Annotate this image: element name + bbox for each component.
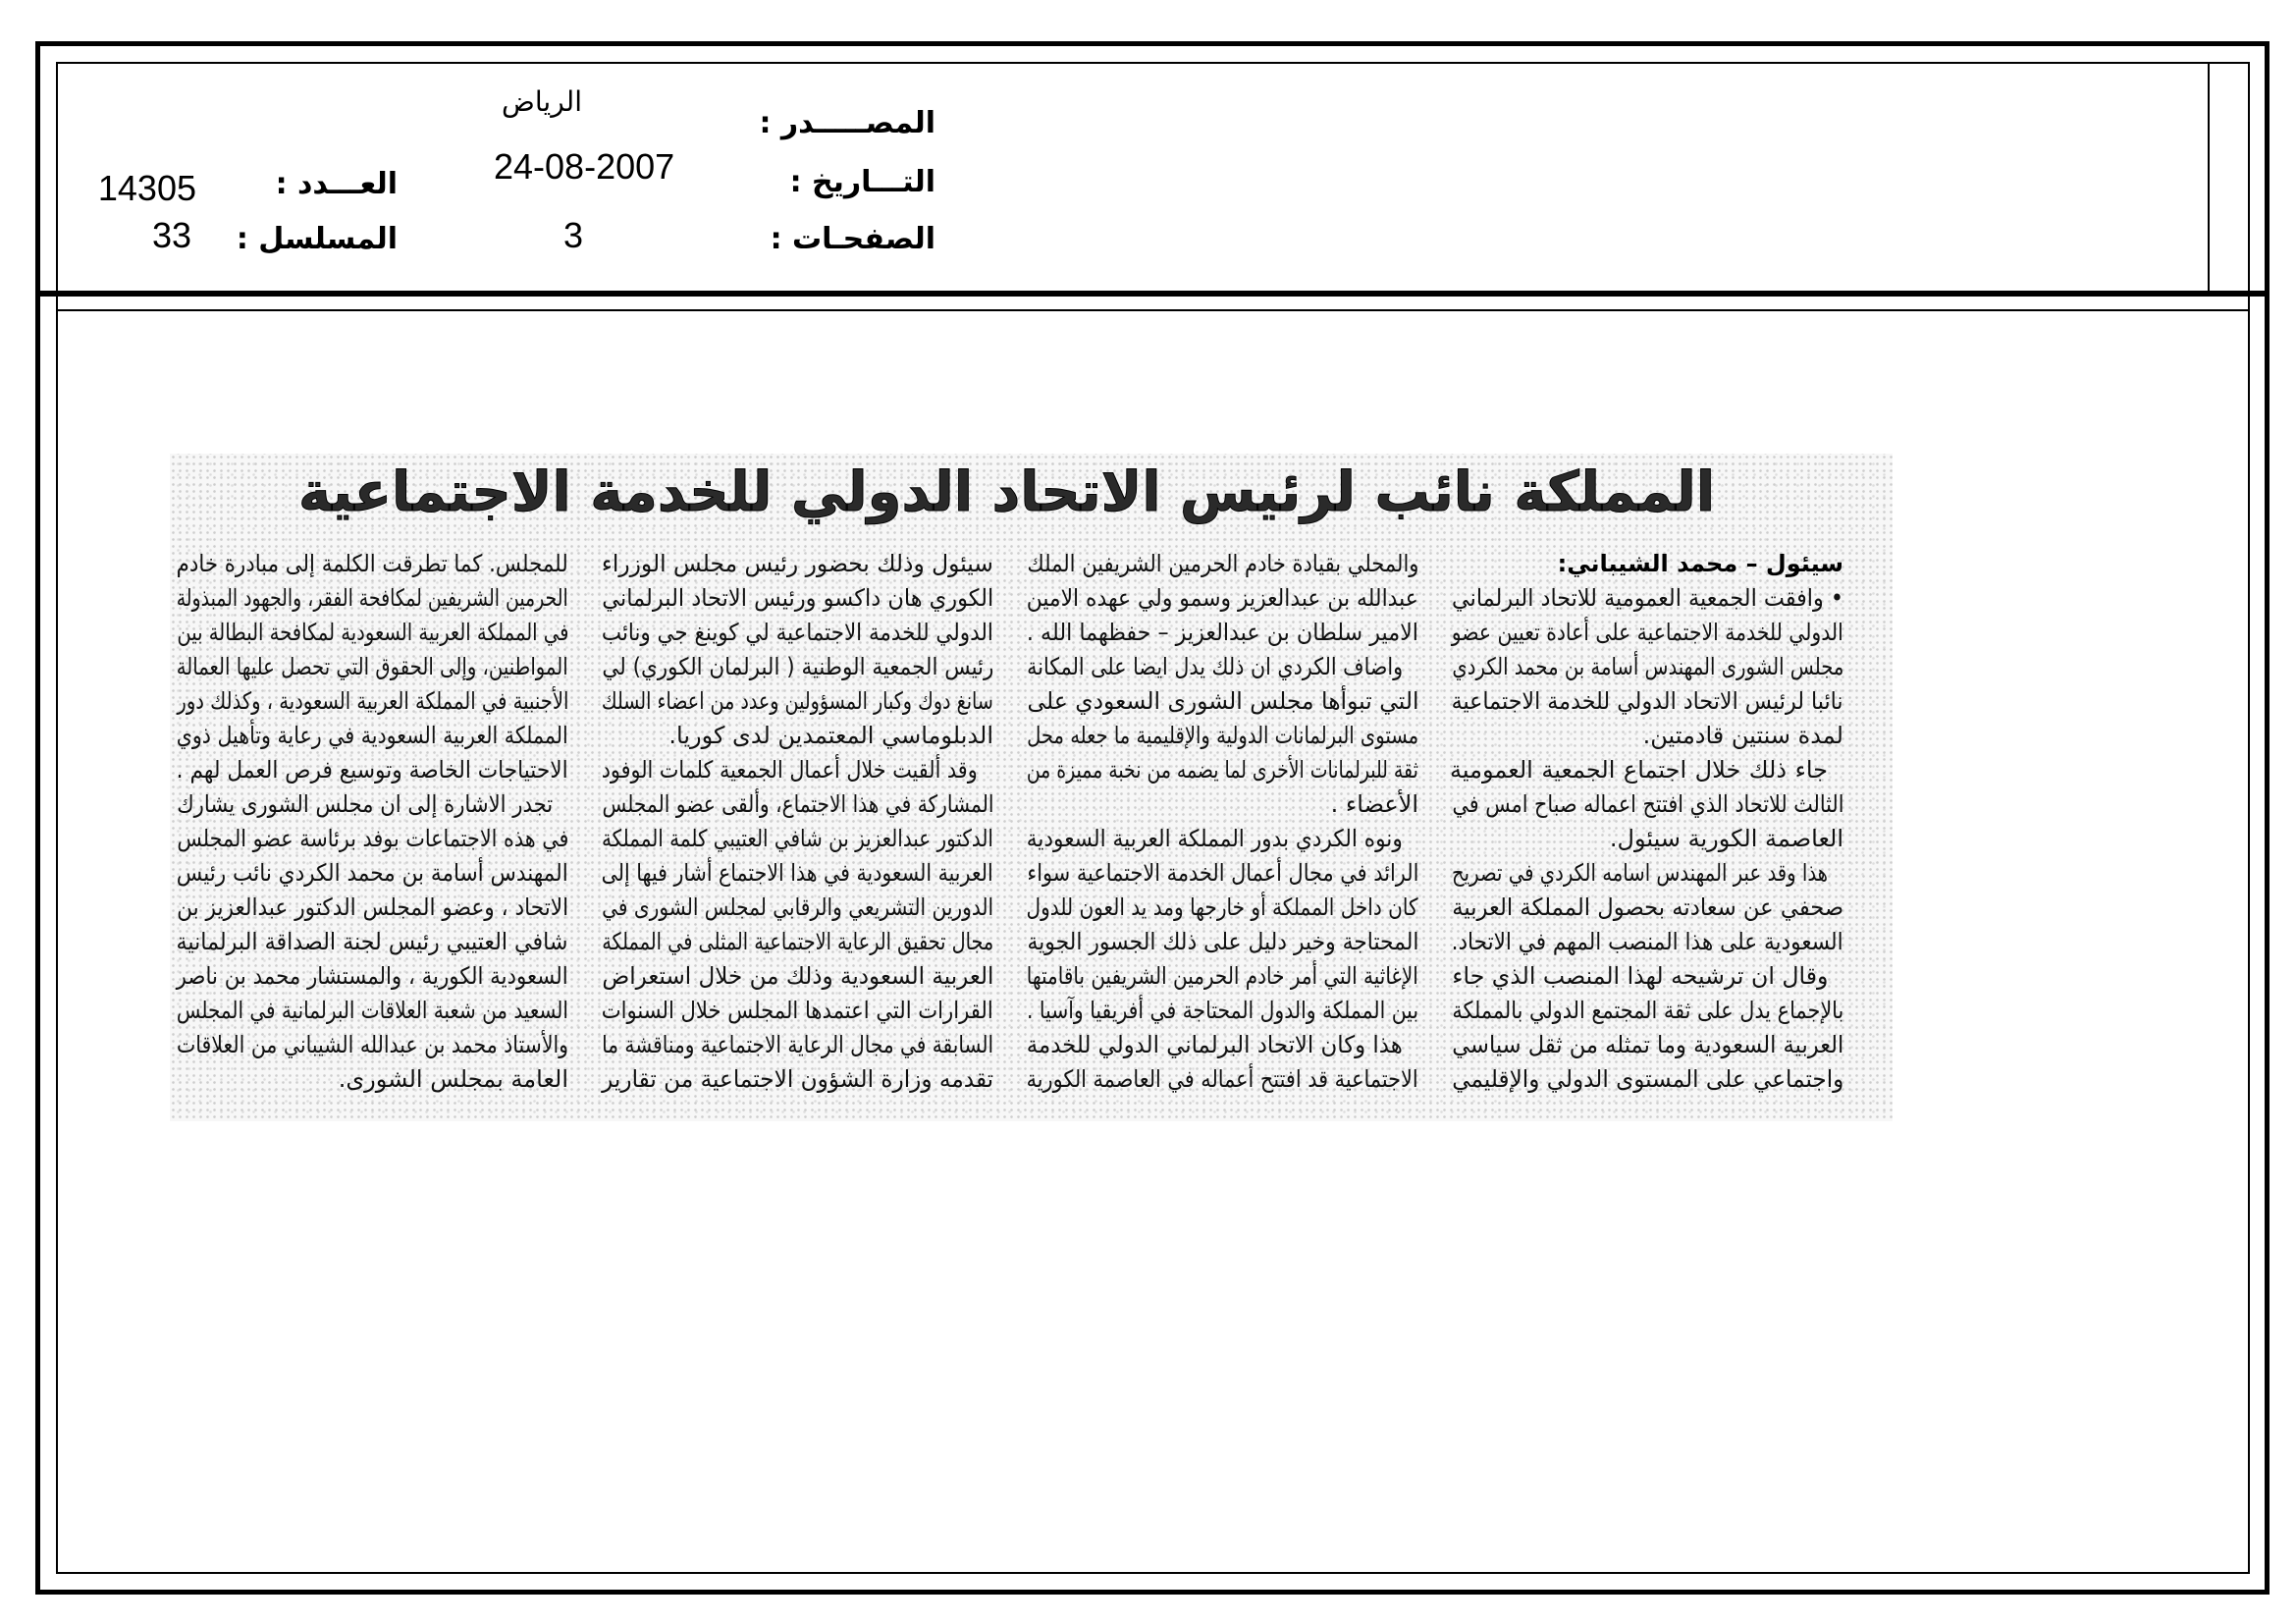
article-line	[1025, 719, 1418, 753]
article-line-text: هذا وكان الاتحاد البرلماني الدولي للخدمة	[1026, 1031, 1403, 1058]
article-line-text: مستوى البرلمانات الدولية والإقليمية ما جعله محل	[1026, 722, 1418, 749]
article-line	[600, 581, 993, 616]
article-line-text: لمدة سنتين قادمتين.	[1642, 722, 1843, 749]
article-line-text: والمحلي بقيادة خادم الحرمين الشريفين الملك	[1026, 550, 1418, 577]
article-line	[1450, 753, 1843, 787]
article-line-text: المهندس أسامة بن محمد الكردي نائب رئيس	[177, 859, 568, 887]
article-line-text: الرائد في مجال أعمال الخدمة الاجتماعية سواء	[1026, 859, 1418, 887]
article-headline-text: المملكة نائب لرئيس الاتحاد الدولي للخدمة الاجتماعية	[297, 460, 1716, 524]
article-line-text: العربية السعودية وذلك من خلال استعراض	[602, 962, 993, 990]
article-line	[600, 1062, 993, 1097]
article-line	[175, 787, 568, 822]
article-line	[1025, 581, 1418, 616]
article-line	[600, 650, 993, 684]
article-line	[600, 719, 993, 753]
article-line-text: الدولي للخدمة الاجتماعية لي كوينغ جي ونائب	[602, 619, 993, 646]
article-line-text: العامة بمجلس الشورى.	[338, 1065, 568, 1093]
article-line-text: الاتحاد ، وعضو المجلس الدكتور عبدالعزيز بن	[176, 893, 568, 921]
article-line	[175, 581, 568, 616]
article-line	[175, 925, 568, 959]
article-line	[600, 753, 993, 787]
article-line-text: هذا وقد عبر المهندس اسامه الكردي في تصريح	[1451, 859, 1828, 887]
date-label: التـــاريخ :	[789, 165, 935, 199]
article-line	[1450, 925, 1843, 959]
serial-label: المسلسل :	[236, 222, 398, 256]
article-line	[1025, 1062, 1418, 1097]
article-line-text: السابقة في مجال الرعاية الاجتماعية ومناقشة ما	[602, 1031, 993, 1058]
article-line-text: الإغاثية التي أمر خادم الحرمين الشريفين باقامتها	[1026, 962, 1418, 990]
header-rule-thin	[56, 309, 2250, 311]
article-line-text: الدورين التشريعي والرقابي لمجلس الشورى في	[601, 893, 993, 921]
article-line-text: ونوه الكردي بدور المملكة العربية السعودية	[1027, 825, 1403, 852]
article-line-text: العربية السعودية في هذا الاجتماع أشار فيها إلى	[601, 859, 993, 887]
article-line	[1450, 959, 1843, 994]
article-column	[1025, 547, 1418, 1099]
article-line-text: رئيس الجمعية الوطنية ( البرلمان الكوري) لي	[602, 653, 993, 680]
article-line-text: مجال تحقيق الرعاية الاجتماعية المثلى في المملكة	[601, 928, 993, 955]
article-line	[1450, 650, 1843, 684]
article-line-text: سيئول وذلك بحضور رئيس مجلس الوزراء	[601, 550, 993, 577]
article-line	[1450, 856, 1843, 891]
article-line	[1450, 719, 1843, 753]
article-line	[1450, 616, 1843, 650]
article-line	[600, 856, 993, 891]
article-line	[1450, 891, 1843, 925]
article-line-text: السعيد من شعبة العلاقات البرلمانية في المجلس	[177, 997, 568, 1024]
article-line-text: الحرمين الشريفين لمكافحة الفقر، والجهود المبذولة	[176, 584, 568, 612]
header-vertical-line	[2208, 62, 2210, 293]
article-column	[175, 547, 568, 1099]
article-line-text: السعودية على هذا المنصب المهم في الاتحاد.	[1452, 928, 1843, 955]
article-line-text: الثالث للاتحاد الذي افتتح اعماله صباح امس في	[1452, 790, 1843, 818]
article-line	[1025, 891, 1418, 925]
article-line	[1025, 822, 1418, 856]
article-line	[1025, 650, 1418, 684]
serial-value: 33	[151, 215, 191, 255]
article-line	[1025, 994, 1418, 1028]
article-body	[172, 547, 1843, 1099]
article-line	[175, 1028, 568, 1062]
source-label: المصـــــدر :	[759, 106, 935, 140]
article-line-text: الدكتور عبدالعزيز بن شافي العتيبي كلمة المملكة	[602, 825, 993, 852]
article-line-text: واجتماعي على المستوى الدولي والإقليمي	[1451, 1065, 1843, 1093]
article-line-text: عبدالله بن عبدالعزيز وسمو ولي عهده الامين	[1026, 584, 1418, 612]
article-line-text: الكوري هان داكسو ورئيس الاتحاد البرلماني	[602, 584, 993, 612]
pages-label: الصفحـات :	[770, 222, 935, 256]
article-line	[600, 925, 993, 959]
article-line-text: المحتاجة وخير دليل على ذلك الجسور الجوية	[1027, 928, 1418, 955]
article-line	[600, 822, 993, 856]
article-line-text: في هذه الاجتماعات بوفد برئاسة عضو المجلس	[177, 825, 568, 852]
article-line	[1025, 1028, 1418, 1062]
pages-value: 3	[563, 215, 584, 255]
article-line-text: بين المملكة والدول المحتاجة في أفريقيا وآسيا .	[1026, 997, 1418, 1024]
article-line-text: الدولي للخدمة الاجتماعية على أعادة تعيين عضو	[1451, 619, 1843, 646]
article-line	[1450, 684, 1843, 719]
article-byline	[1450, 547, 1843, 581]
article-line-text: واضاف الكردي ان ذلك يدل ايضا على المكانة	[1027, 653, 1403, 680]
article-line	[175, 719, 568, 753]
article-line-text: الاجتماعية قد افتتح أعماله في العاصمة الكورية	[1027, 1065, 1418, 1093]
article-line	[175, 891, 568, 925]
article-line-text: في المملكة العربية السعودية لمكافحة البطالة بين	[176, 619, 568, 646]
article-line-text: الأجنبية في المملكة العربية السعودية ، وكذلك دور	[176, 687, 568, 715]
source-value: الرياض	[502, 85, 582, 118]
article-line	[175, 822, 568, 856]
article-line	[600, 994, 993, 1028]
article-line-text: المملكة العربية السعودية في رعاية وتأهيل ذوي	[177, 722, 568, 749]
article-line-text: للمجلس. كما تطرقت الكلمة إلى مبادرة خادم	[176, 550, 568, 577]
article-line	[600, 787, 993, 822]
article-line-text: جاء ذلك خلال اجتماع الجمعية العمومية	[1450, 756, 1828, 784]
article-line-text: التي تبوأها مجلس الشورى السعودي على	[1027, 687, 1418, 715]
article-line	[600, 959, 993, 994]
article-byline-text: سيئول – محمد الشيباني:	[1557, 550, 1843, 577]
article-line-text: وقال ان ترشيحه لهذا المنصب الذي جاء	[1451, 962, 1828, 990]
article-line	[175, 684, 568, 719]
header-rule-thick	[35, 291, 2269, 297]
article-line	[600, 547, 993, 581]
article-line	[175, 753, 568, 787]
article-line-text: سانغ دوك وكبار المسؤولين وعدد من اعضاء السلك	[602, 687, 993, 715]
issue-label: العـــدد :	[275, 167, 398, 201]
article-line	[1025, 959, 1418, 994]
article-line-text: تقدمه وزارة الشؤون الاجتماعية من تقارير	[602, 1065, 993, 1093]
article-line	[175, 547, 568, 581]
article-line	[1025, 753, 1418, 787]
article-line	[175, 616, 568, 650]
article-line-text: الاحتياجات الخاصة وتوسيع فرص العمل لهم .	[177, 756, 568, 784]
article-line	[175, 856, 568, 891]
article-line-text: صحفي عن سعادته بحصول المملكة العربية	[1452, 893, 1843, 921]
article-line-text: شافي العتيبي رئيس لجنة الصداقة البرلمانية	[177, 928, 568, 955]
article-line-text: السعودية الكورية ، والمستشار محمد بن ناصر	[176, 962, 568, 990]
article-line-text: والأستاذ محمد بن عبدالله الشيباني من العلاقات	[176, 1031, 568, 1058]
article-line	[175, 650, 568, 684]
article-line	[1025, 616, 1418, 650]
article-line	[600, 616, 993, 650]
article-line-text: الدبلوماسي المعتمدين لدى كوريا.	[668, 722, 993, 749]
article-line-text: الامير سلطان بن عبدالعزيز – حفظهما الله .	[1026, 619, 1418, 646]
article-line-text: العاصمة الكورية سيئول.	[1609, 825, 1843, 852]
article-line-text: تجدر الاشارة إلى ان مجلس الشورى يشارك	[177, 790, 553, 818]
article-line	[1025, 684, 1418, 719]
date-value: 24-08-2007	[494, 146, 675, 187]
article-line-text: المواطنين، وإلى الحقوق التي تحصل عليها العمالة	[177, 653, 568, 680]
article-line-text: مجلس الشورى المهندس أسامة بن محمد الكردي	[1452, 653, 1843, 680]
article-headline	[170, 458, 1843, 528]
article-line-text: الأعضاء .	[1330, 790, 1418, 818]
article-line-text: وقد ألقيت خلال أعمال الجمعية كلمات الوفود	[601, 756, 978, 784]
article-line	[1025, 547, 1418, 581]
article-line	[1025, 925, 1418, 959]
article-line	[1025, 787, 1418, 822]
article-line-text: ثقة للبرلمانات الأخرى لما يضمه من نخبة مميزة من	[1026, 756, 1418, 784]
article-line	[175, 1062, 568, 1097]
article-column	[600, 547, 993, 1099]
issue-value: 14305	[97, 168, 196, 208]
article-line	[600, 891, 993, 925]
article-line	[1450, 994, 1843, 1028]
article-line-text: بالإجماع يدل على ثقة المجتمع الدولي بالمملكة	[1452, 997, 1843, 1024]
article-line	[175, 994, 568, 1028]
article-line-text: كان داخل المملكة أو خارجها ومد يد العون للدول	[1026, 893, 1418, 921]
article-line	[1450, 822, 1843, 856]
article-line	[600, 684, 993, 719]
article-column	[1450, 547, 1843, 1099]
article-line	[1450, 1028, 1843, 1062]
article-line	[1025, 856, 1418, 891]
article-line-text: العربية السعودية وما تمثله من ثقل سياسي	[1452, 1031, 1843, 1058]
article-line	[175, 959, 568, 994]
article-line	[1450, 1062, 1843, 1097]
article-line	[1450, 581, 1843, 616]
article-line-text: المشاركة في هذا الاجتماع، وألقى عضو المجلس	[602, 790, 993, 818]
article-line	[1450, 787, 1843, 822]
article-line-text: • وافقت الجمعية العمومية للاتحاد البرلماني	[1452, 584, 1843, 612]
article-line-text: نائبا لرئيس الاتحاد الدولي للخدمة الاجتماعية	[1452, 687, 1843, 715]
article-line	[600, 1028, 993, 1062]
article-line-text: القرارات التي اعتمدها المجلس خلال السنوات	[602, 997, 993, 1024]
